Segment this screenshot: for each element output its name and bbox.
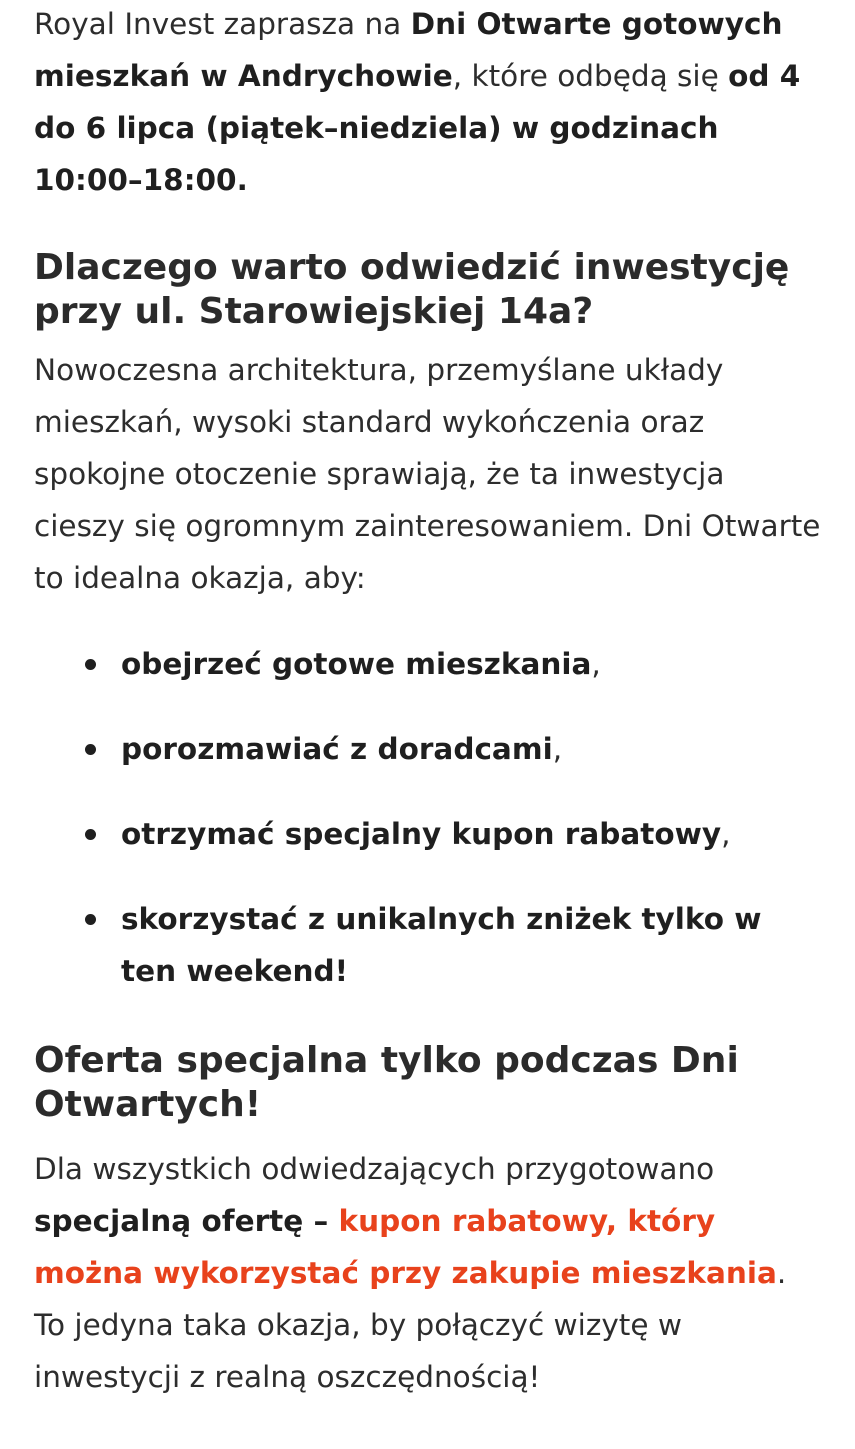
section-special-offer-paragraph xyxy=(34,1143,821,1403)
list-item xyxy=(34,638,821,690)
intro-text-3: . xyxy=(236,163,248,197)
offer-text-2: . To jedyna taka okazja, by połączyć wizytę w inwestycji z realną oszczędnością! xyxy=(34,1256,787,1394)
intro-text-1: Royal Invest zaprasza na xyxy=(34,7,411,41)
intro-text-2: , które odbędą się xyxy=(452,59,729,93)
list-item-suffix: , xyxy=(552,732,563,766)
bullet-icon xyxy=(85,914,96,925)
list-item xyxy=(34,808,821,860)
offer-coupon-highlight: kupon rabatowy, który można wykorzystać przy zakupie mieszkania xyxy=(34,1204,777,1290)
intro-event-dates: od 4 do 6 lipca (piątek–niedziela) w godzinach 10:00–18:00 xyxy=(34,59,801,197)
list-item xyxy=(34,723,821,775)
intro-event-name: Dni Otwarte gotowych mieszkań w Andrychowie xyxy=(34,7,783,93)
list-item-suffix: , xyxy=(591,647,601,681)
section-heading-why-visit: Dlaczego warto odwiedzić inwestycję przy ul. Starowiejskiej 14a? xyxy=(34,247,790,332)
section-why-visit-paragraph: Nowoczesna architektura, przemyślane układy mieszkań, wysoki standard wykończenia oraz spokojne otoczenie sprawiają, że ta inwestycja cieszy się ogromnym zainteresowaniem. Dni Otwarte to idealna okazja, aby: xyxy=(34,353,821,595)
list-item-text: skorzystać z unikalnych zniżek tylko w ten weekend! xyxy=(121,902,762,988)
bullet-icon xyxy=(85,659,96,670)
benefits-list xyxy=(34,638,821,997)
bullet-icon xyxy=(85,744,96,755)
list-item-text: otrzymać specjalny kupon rabatowy xyxy=(121,817,722,851)
list-item-text: obejrzeć gotowe mieszkania xyxy=(121,647,592,681)
offer-bold-text: specjalną ofertę – xyxy=(34,1204,339,1238)
list-item xyxy=(34,893,821,997)
bullet-icon xyxy=(85,829,96,840)
offer-text-1: Dla wszystkich odwiedzających przygotowano xyxy=(34,1152,715,1186)
list-item-suffix: , xyxy=(721,817,731,851)
section-heading-special-offer: Oferta specjalna tylko podczas Dni Otwartych! xyxy=(34,1040,739,1125)
list-item-text: porozmawiać z doradcami xyxy=(121,732,553,766)
intro-paragraph xyxy=(34,0,821,206)
